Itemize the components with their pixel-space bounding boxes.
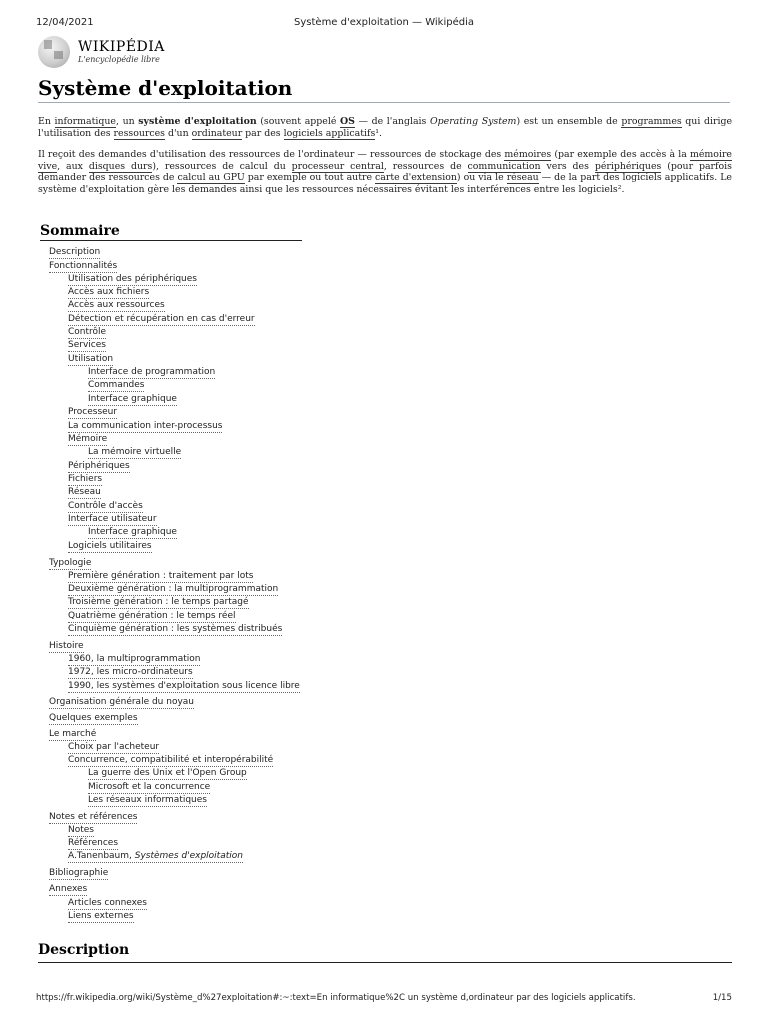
page-title: Système d'exploitation — [38, 76, 730, 103]
link-calcul-gpu[interactable]: calcul au GPU — [177, 172, 245, 184]
toc-item-label: Logiciels utilitaires — [68, 541, 152, 551]
text: ) ou via le — [456, 172, 507, 184]
wordmark-tagline: L'encyclopédie libre — [78, 55, 160, 64]
toc-item-level3[interactable] — [88, 795, 207, 807]
toc-item-level2[interactable] — [68, 851, 243, 863]
toc-item-label: Accès aux ressources — [68, 300, 165, 310]
toc-item-label: 1960, la multiprogrammation — [68, 654, 201, 664]
toc-title: Sommaire — [40, 223, 302, 241]
toc-item-level2[interactable] — [68, 571, 253, 583]
link-carte-extension[interactable]: carte d'extension — [375, 172, 457, 184]
toc-item-level2[interactable] — [68, 474, 102, 486]
toc-item-label: Deuxième génération : la multiprogrammation — [68, 584, 279, 594]
link-reseau[interactable]: réseau — [506, 172, 539, 184]
toc-item-label: Accès aux fichiers — [68, 287, 150, 297]
toc-item-label: Choix par l'acheteur — [68, 742, 160, 752]
toc-item-label: Interface utilisateur — [68, 514, 157, 524]
toc-item-label: 1972, les micro-ordinateurs — [68, 667, 193, 677]
wordmark-name: WIKIPÉDIA — [78, 39, 165, 55]
toc-item-level2[interactable] — [68, 667, 193, 679]
toc-item-level2[interactable] — [68, 584, 278, 596]
toc-item-level3[interactable] — [88, 782, 210, 794]
text: d'un — [164, 127, 192, 139]
toc-item-level2[interactable] — [68, 340, 106, 352]
toc-item-label: La guerre des Unix et l'Open Group — [88, 768, 247, 778]
footnote-ref[interactable]: ². — [617, 183, 625, 195]
wikipedia-globe-icon — [38, 36, 70, 68]
toc-item-level1[interactable] — [49, 868, 108, 880]
toc-item-level2[interactable] — [68, 838, 118, 850]
toc-item-level1[interactable] — [49, 713, 138, 725]
text: , ressources de — [383, 160, 468, 172]
print-date: 12/04/2021 — [36, 17, 94, 28]
toc-item-label: Détection et récupération en cas d'erreur — [68, 314, 255, 324]
body-paragraph — [38, 149, 732, 195]
print-url: https://fr.wikipedia.org/wiki/Système_d%27exploitation#:~:text=En informatique%2C un système d,ordinateur par des logiciels applicatifs. — [36, 993, 636, 1003]
table-of-contents — [40, 223, 302, 921]
toc-item-level2[interactable] — [68, 825, 94, 837]
text: , un — [115, 116, 139, 127]
text: — de l'anglais — [354, 116, 430, 127]
link-programmes[interactable]: programmes — [621, 116, 682, 127]
link-communication[interactable]: communication — [467, 160, 541, 172]
text: , aux — [57, 160, 89, 172]
toc-item-level2[interactable] — [68, 624, 282, 636]
toc-item-level1[interactable] — [49, 558, 91, 570]
toc-item-label: Interface de programmation — [88, 367, 216, 377]
toc-item-italic-label: Systèmes d'exploitation — [134, 851, 243, 861]
toc-item-level3[interactable] — [88, 394, 177, 406]
toc-item-label: 1990, les systèmes d'exploitation sous licence libre — [68, 681, 300, 691]
toc-item-level2[interactable] — [68, 611, 236, 623]
link-informatique[interactable]: informatique — [54, 116, 116, 127]
text: (pour parfois demander des ressources de — [38, 160, 732, 184]
toc-item-label: Les réseaux informatiques — [88, 795, 207, 805]
toc-item-level2[interactable] — [68, 654, 200, 666]
toc-item-label: Troisième génération : le temps partagé — [68, 597, 249, 607]
toc-item-label: Utilisation — [68, 354, 114, 364]
text: par exemple ou tout autre — [244, 172, 375, 184]
footnote-ref[interactable]: ¹. — [375, 127, 383, 139]
toc-item-level2[interactable] — [68, 755, 273, 767]
toc-item-level2[interactable] — [68, 541, 152, 553]
toc-item-label: Services — [68, 340, 106, 350]
toc-item-label: Le marché — [49, 729, 97, 739]
wikipedia-logo[interactable] — [38, 35, 165, 69]
link-disques-durs[interactable]: disques durs — [88, 160, 153, 172]
toc-item-level2[interactable] — [68, 274, 197, 286]
toc-item-level2[interactable] — [68, 461, 130, 473]
toc-item-label: Mémoire — [68, 434, 108, 444]
toc-item-level2[interactable] — [68, 911, 134, 923]
toc-list — [40, 223, 340, 923]
toc-item-label: Articles connexes — [68, 898, 147, 908]
toc-item-label: Réseau — [68, 487, 101, 497]
print-page-number: 1/15 — [712, 993, 732, 1003]
toc-item-level3[interactable] — [88, 447, 181, 459]
toc-item-label: Histoire — [49, 641, 84, 651]
toc-item-label: Processeur — [68, 407, 118, 417]
text: (par exemple des accès à la — [551, 149, 690, 160]
toc-item-label: Périphériques — [68, 461, 130, 471]
toc-item-label: A.Tanenbaum, — [68, 851, 135, 861]
intro-paragraph — [38, 116, 732, 139]
toc-item-level3[interactable] — [88, 380, 144, 392]
toc-item-level2[interactable] — [68, 742, 159, 754]
toc-item-label: La mémoire virtuelle — [88, 447, 182, 457]
text: par des — [242, 127, 284, 139]
text: — de la part des logiciels applicatifs. Le système d'exploitation gère les demandes ainsi que les ressources nécessaires évitant les interférences entre les logiciels — [38, 172, 732, 195]
toc-item-level1[interactable] — [49, 729, 96, 741]
toc-item-label: Contrôle d'accès — [68, 501, 143, 511]
text: qui dirige l'utilisation des — [38, 116, 732, 139]
toc-item-level3[interactable] — [88, 527, 177, 539]
toc-item-level2[interactable] — [68, 434, 107, 446]
print-page-title: Système d'exploitation — Wikipédia — [294, 17, 474, 28]
toc-item-level1[interactable] — [49, 697, 194, 709]
toc-item-label: Utilisation des périphériques — [68, 274, 197, 284]
toc-item-level2[interactable] — [68, 421, 222, 433]
toc-item-level1[interactable] — [49, 641, 84, 653]
toc-item-level2[interactable] — [68, 300, 165, 312]
toc-item-label: Références — [68, 838, 119, 848]
link-ressources[interactable]: ressources — [113, 127, 165, 139]
toc-item-label: Concurrence, compatibilité et interopérabilité — [68, 755, 274, 765]
print-header — [36, 17, 732, 31]
toc-item-label: Contrôle — [68, 327, 107, 337]
toc-item-level1[interactable] — [49, 884, 87, 896]
toc-item-label: Annexes — [49, 884, 88, 894]
toc-item-label: Notes — [68, 825, 94, 835]
toc-item-label: Bibliographie — [49, 868, 109, 878]
toc-item-label: Première génération : traitement par lots — [68, 571, 254, 581]
text: En — [38, 116, 55, 127]
text: ) est un ensemble de — [516, 116, 622, 127]
toc-item-label: Notes et références — [49, 812, 138, 822]
link-os[interactable]: OS — [340, 116, 355, 127]
toc-item-level1[interactable] — [49, 812, 137, 824]
print-footer — [36, 993, 732, 1007]
italic-term: Operating System — [429, 116, 517, 127]
text: ), ressources de calcul du — [152, 160, 292, 172]
toc-item-label: La communication inter-processus — [68, 421, 223, 431]
link-logiciels-applicatifs[interactable]: logiciels applicatifs — [283, 127, 376, 139]
text: (souvent appelé — [256, 116, 341, 127]
toc-item-level2[interactable] — [68, 514, 157, 526]
text: Il reçoit des demandes d'utilisation des ressources de l'ordinateur — ressources de stockage des — [38, 149, 505, 160]
link-memoire-vive[interactable]: mémoire vive — [38, 149, 732, 172]
toc-item-level3[interactable] — [88, 367, 215, 379]
toc-item-label: Typologie — [49, 558, 92, 568]
toc-item-label: Description — [49, 247, 101, 257]
toc-item-level2[interactable] — [68, 501, 143, 513]
link-memoires[interactable]: mémoires — [504, 149, 552, 160]
toc-item-level2[interactable] — [68, 487, 101, 499]
toc-item-level2[interactable] — [68, 327, 106, 339]
toc-item-level2[interactable] — [68, 407, 117, 419]
toc-item-label: Quelques exemples — [49, 713, 138, 723]
toc-item-label: Fonctionnalités — [49, 261, 118, 271]
toc-item-label: Microsoft et la concurrence — [88, 782, 211, 792]
toc-item-level1[interactable] — [49, 261, 117, 273]
bold-term: système d'exploitation — [138, 116, 257, 127]
toc-item-level2[interactable] — [68, 354, 113, 366]
toc-item-level2[interactable] — [68, 597, 249, 609]
text: vers des — [540, 160, 595, 172]
toc-item-label: Interface graphique — [88, 527, 177, 537]
toc-item-label: Organisation générale du noyau — [49, 697, 195, 707]
toc-item-label: Fichiers — [68, 474, 103, 484]
link-peripheriques[interactable]: périphériques — [594, 160, 662, 172]
wikipedia-wordmark — [78, 40, 165, 64]
toc-item-level2[interactable] — [68, 314, 255, 326]
toc-item-label: Liens externes — [68, 911, 134, 921]
link-ordinateur[interactable]: ordinateur — [191, 127, 243, 139]
toc-item-label: Cinquième génération : les systèmes distribués — [68, 624, 283, 634]
toc-item-level2[interactable] — [68, 287, 149, 299]
toc-item-label: Interface graphique — [88, 394, 177, 404]
toc-item-label: Commandes — [88, 380, 145, 390]
toc-item-level3[interactable] — [88, 768, 247, 780]
section-heading-description: Description — [38, 942, 732, 963]
toc-item-level2[interactable] — [68, 898, 147, 910]
toc-item-level2[interactable] — [68, 681, 300, 693]
toc-item-level1[interactable] — [49, 247, 100, 259]
link-processeur-central[interactable]: processeur central — [291, 160, 384, 172]
toc-item-label: Quatrième génération : le temps réel — [68, 611, 236, 621]
